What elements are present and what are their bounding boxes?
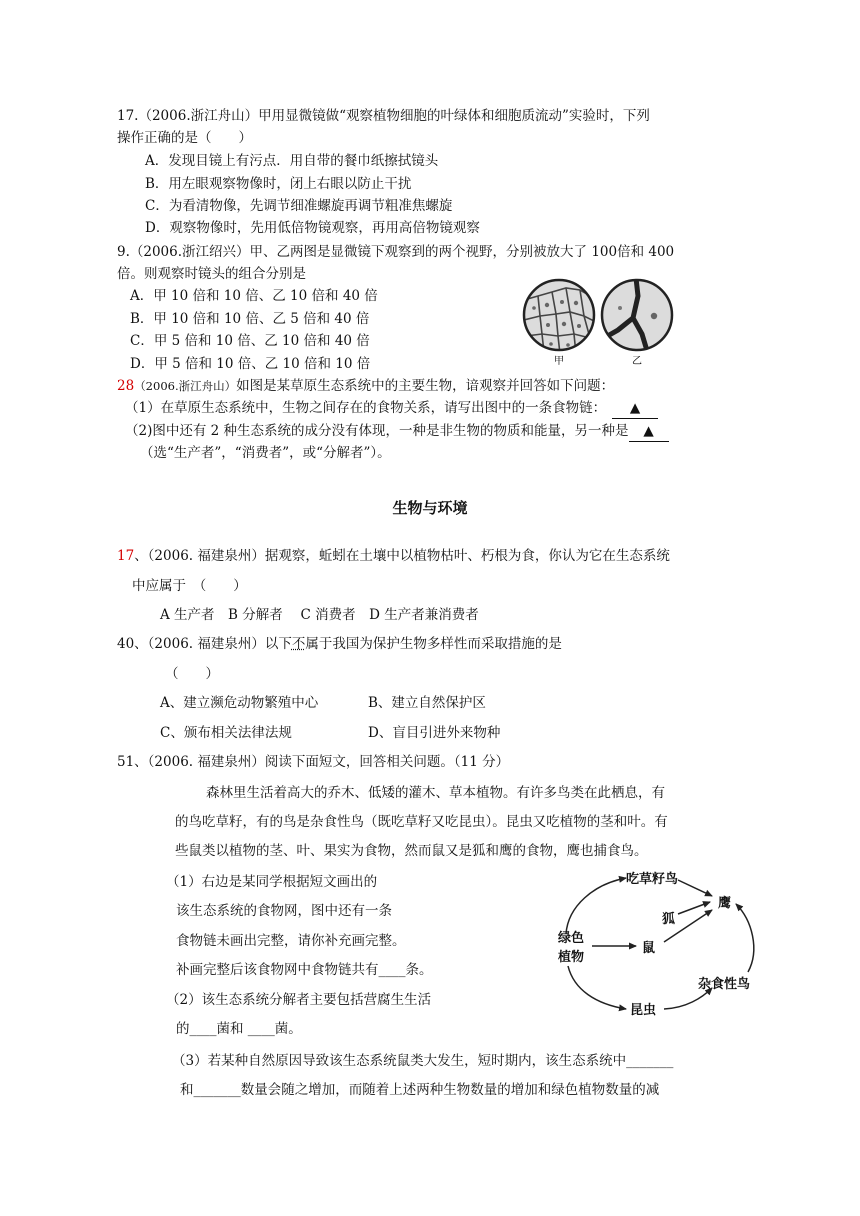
q40-option-b: B、建立自然保护区 (368, 695, 486, 711)
q51-sub1-line4: 补画完整后该食物网中食物链共有____条。 (176, 962, 433, 978)
q17b-stem-text: 、（2006. 福建泉州）据观察，蚯蚓在土壤中以植物枯叶、朽根为食，你认为它在生态系统 (134, 548, 670, 564)
q51-sub3-line2: 和_______数量会随之增加，而随着上述两种生物数量的增加和绿色植物数量的减 (180, 1082, 660, 1098)
node-fox: 狐 (662, 912, 676, 927)
q40-answer-paren: （ ） (165, 666, 219, 682)
node-mouse: 鼠 (642, 941, 656, 956)
q17a-stem-line1: 17.（2006.浙江舟山）甲用显微镜做“观察植物细胞的叶绿体和细胞质流动”实验时，下列 (117, 108, 650, 124)
q28-source: （2006.浙江舟山） (134, 379, 237, 393)
q51-passage-line3: 些鼠类以植物的茎、叶、果实为食物，然而鼠又是狐和鹰的食物，鹰也捕食鸟。 (175, 843, 648, 859)
q51-sub2-line1: （2）该生态系统分解者主要包括营腐生生活 (166, 992, 432, 1008)
food-web-diagram (552, 866, 764, 1026)
q28-number: 28 (117, 378, 135, 394)
q17b-number: 17 (117, 548, 135, 564)
q40-option-d: D、盲目引进外来物种 (368, 725, 501, 741)
q17b-stem-line2: 中应属于 （ ） (132, 578, 247, 594)
q9-option-c: C．甲 5 倍和 10 倍、乙 10 倍和 40 倍 (130, 333, 370, 349)
q28-stem-text: 如图是某草原生态系统中的主要生物，谙观察并回答如下问题： (236, 378, 615, 394)
q40-stem-post: 属于我国为保护生物多样性而采取措施的是 (305, 636, 562, 652)
q40-option-c: C、颁布相关法律法规 (160, 725, 292, 741)
q51-passage-line2: 的鸟吃草籽，有的鸟是杂食性鸟（既吃草籽又吃昆虫）。昆虫又吃植物的茎和叶。有 (175, 814, 668, 830)
q9-option-d: D．甲 5 倍和 10 倍、乙 10 倍和 10 倍 (130, 356, 371, 372)
node-seed-eating-bird: 吃草籽鸟 (626, 872, 679, 887)
q17a-option-a: A．发现目镜上有污点．用自带的餐巾纸擦拭镜头 (145, 153, 439, 169)
q51-sub1-line3: 食物链未画出完整，请你补充画完整。 (176, 933, 406, 949)
q51-sub1-line2: 该生态系统的食物网，图中还有一条 (176, 903, 392, 919)
node-eagle: 鹰 (718, 896, 732, 911)
q51-sub2-line2: 的____菌和 ____菌。 (176, 1021, 302, 1037)
q17a-option-d: D．观察物像时，先用低倍物镜观察，再用高倍物镜观察 (145, 220, 480, 236)
q17a-option-b: B．用左眼观察物像时，闭上右眼以防止干扰 (145, 176, 412, 192)
q17b-stem-line1 (117, 546, 670, 566)
q9-stem-line1: 9.（2006.浙江绍兴）甲、乙两图是显微镜下观察到的两个视野，分别被放大了 100倍和 400 (117, 244, 675, 260)
node-insect: 昆虫 (630, 1003, 657, 1018)
q28-sub1-text: （1）在草原生态系统中，生物之间存在的食物关系，请写出图中的一条食物链： (125, 400, 607, 416)
q28-sub2 (125, 421, 669, 442)
q51-sub3-line1: （3）若某种自然原因导致该生态系统鼠类大发生，短时期内，该生态系统中_______ (172, 1053, 674, 1069)
q40-stem-pre: 40、（2006. 福建泉州）以下 (117, 636, 292, 652)
q17a-option-c: C．为看清物像，先调节细准螺旋再调节粗准焦螺旋 (145, 198, 453, 214)
q28-sub2-hint: （选“生产者”，“消费者”，或“分解者”）。 (140, 445, 391, 461)
arrow-plant-to-insect (568, 966, 626, 1009)
fig-label-jia: 甲 (554, 356, 564, 367)
microscope-fields-figure (518, 278, 678, 370)
q51-passage-line1: 森林里生活着高大的乔木、低矮的灌木、草本植物。有许多鸟类在此栖息，有 (206, 785, 665, 801)
q9-stem-line2: 倍。则观察时镜头的组合分别是 (117, 266, 306, 282)
q51-stem: 51、（2006. 福建泉州）阅读下面短文，回答相关问题。（11 分） (117, 754, 510, 770)
node-plant-line2: 植物 (558, 950, 585, 965)
arrow-fox-to-eagle (678, 902, 710, 914)
arrow-seedbird-to-eagle (678, 880, 712, 896)
node-plant-line1: 绿色 (558, 931, 585, 946)
q28-sub1 (125, 398, 658, 419)
section-title: 生物与环境 (392, 499, 468, 517)
q40-stem (117, 634, 562, 654)
q17a-stem-line2: 操作正确的是（ ） (117, 130, 252, 146)
q28-sub1-blank[interactable]: ▲ (612, 398, 658, 419)
q28-stem (117, 376, 614, 396)
fig-label-yi: 乙 (632, 356, 642, 367)
q40-option-a: A、建立濒危动物繁殖中心 (160, 695, 319, 711)
node-omnivorous-bird: 杂食性鸟 (698, 977, 751, 992)
arrow-plant-to-seedbird (566, 878, 626, 934)
q51-sub1-line1: （1）右边是某同学根据短文画出的 (166, 874, 378, 890)
arrow-omnibird-to-eagle (736, 904, 754, 972)
q28-sub2-blank[interactable]: ▲ (629, 421, 669, 442)
q9-option-a: A．甲 10 倍和 10 倍、乙 10 倍和 40 倍 (130, 288, 378, 304)
q9-option-b: B．甲 10 倍和 10 倍、乙 5 倍和 40 倍 (130, 311, 370, 327)
q28-sub2-text: （2)图中还有 2 种生态系统的成分没有体现，一种是非生物的物质和能量，另一种是 (125, 423, 629, 439)
q17b-options: A 生产者 B 分解者 C 消费者 D 生产者兼消费者 (160, 607, 479, 623)
q40-stem-emphasis: 不 (291, 636, 306, 652)
